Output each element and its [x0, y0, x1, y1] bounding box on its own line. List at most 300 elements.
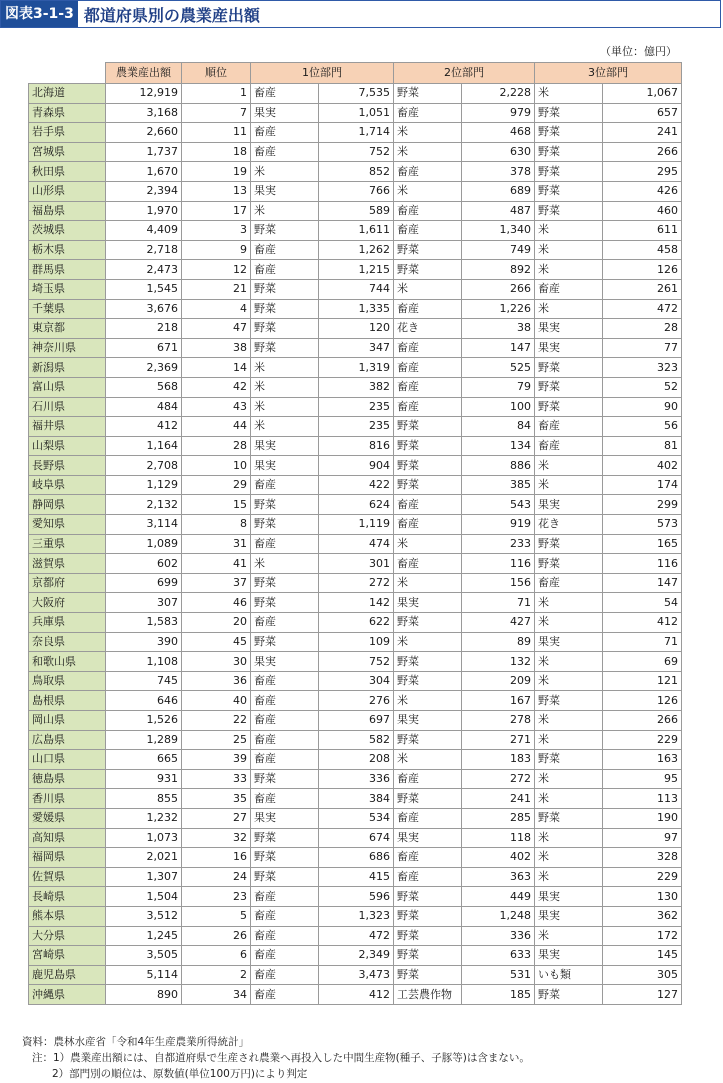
- table-row: [29, 260, 682, 280]
- first-value-cell: 301: [319, 554, 394, 574]
- first-sector-cell: 野菜: [251, 632, 319, 652]
- second-value-cell: 363: [462, 867, 535, 887]
- output-cell: 931: [106, 769, 182, 789]
- first-value-cell: 816: [319, 436, 394, 456]
- table-row: [29, 201, 682, 221]
- third-sector-cell: 野菜: [535, 534, 603, 554]
- second-sector-cell: 畜産: [394, 338, 462, 358]
- table-row: [29, 711, 682, 731]
- first-value-cell: 208: [319, 750, 394, 770]
- table-row: [29, 965, 682, 985]
- page-title: 都道府県別の農業産出額: [83, 5, 260, 25]
- third-value-cell: 52: [603, 377, 682, 397]
- rank-cell: 2: [182, 965, 251, 985]
- prefecture-cell: 徳島県: [29, 769, 106, 789]
- rank-cell: 35: [182, 789, 251, 809]
- second-sector-cell: 野菜: [394, 730, 462, 750]
- first-value-cell: 589: [319, 201, 394, 221]
- rank-cell: 17: [182, 201, 251, 221]
- third-sector-cell: 野菜: [535, 142, 603, 162]
- output-cell: 218: [106, 319, 182, 339]
- third-sector-cell: 米: [535, 769, 603, 789]
- output-cell: 1,245: [106, 926, 182, 946]
- third-sector-cell: 米: [535, 867, 603, 887]
- header-output: 農業産出額: [106, 63, 182, 84]
- third-value-cell: 190: [603, 808, 682, 828]
- third-value-cell: 229: [603, 867, 682, 887]
- table-row: [29, 789, 682, 809]
- table-row: [29, 377, 682, 397]
- third-value-cell: 295: [603, 162, 682, 182]
- second-value-cell: 449: [462, 887, 535, 907]
- first-value-cell: 1,319: [319, 358, 394, 378]
- table-row: [29, 906, 682, 926]
- rank-cell: 38: [182, 338, 251, 358]
- table-row: [29, 103, 682, 123]
- table-row: [29, 867, 682, 887]
- output-cell: 1,670: [106, 162, 182, 182]
- first-sector-cell: 畜産: [251, 985, 319, 1005]
- prefecture-cell: 兵庫県: [29, 613, 106, 633]
- third-sector-cell: 畜産: [535, 573, 603, 593]
- first-value-cell: 276: [319, 691, 394, 711]
- second-sector-cell: 畜産: [394, 103, 462, 123]
- third-value-cell: 458: [603, 240, 682, 260]
- table-row: [29, 828, 682, 848]
- second-sector-cell: 米: [394, 181, 462, 201]
- second-sector-cell: 野菜: [394, 926, 462, 946]
- first-value-cell: 304: [319, 671, 394, 691]
- third-sector-cell: 米: [535, 671, 603, 691]
- third-value-cell: 460: [603, 201, 682, 221]
- first-value-cell: 904: [319, 456, 394, 476]
- first-sector-cell: 野菜: [251, 867, 319, 887]
- third-value-cell: 71: [603, 632, 682, 652]
- second-sector-cell: 米: [394, 573, 462, 593]
- first-sector-cell: 果実: [251, 456, 319, 476]
- first-value-cell: 1,119: [319, 515, 394, 535]
- output-cell: 3,512: [106, 906, 182, 926]
- second-value-cell: 468: [462, 123, 535, 143]
- table-row: [29, 750, 682, 770]
- second-sector-cell: 野菜: [394, 789, 462, 809]
- prefecture-cell: 宮城県: [29, 142, 106, 162]
- third-sector-cell: 米: [535, 240, 603, 260]
- first-sector-cell: 畜産: [251, 84, 319, 104]
- second-value-cell: 167: [462, 691, 535, 711]
- prefecture-cell: 富山県: [29, 377, 106, 397]
- third-value-cell: 90: [603, 397, 682, 417]
- third-value-cell: 97: [603, 828, 682, 848]
- output-cell: 2,021: [106, 848, 182, 868]
- second-sector-cell: 野菜: [394, 240, 462, 260]
- prefecture-cell: 長野県: [29, 456, 106, 476]
- second-value-cell: 272: [462, 769, 535, 789]
- prefecture-cell: 滋賀県: [29, 554, 106, 574]
- second-sector-cell: 野菜: [394, 475, 462, 495]
- source-note: 資料：農林水産省「令和4年生産農業所得統計」: [22, 1036, 250, 1048]
- second-value-cell: 118: [462, 828, 535, 848]
- second-value-cell: 89: [462, 632, 535, 652]
- prefecture-cell: 大阪府: [29, 593, 106, 613]
- second-sector-cell: 畜産: [394, 867, 462, 887]
- second-sector-cell: 米: [394, 632, 462, 652]
- second-value-cell: 183: [462, 750, 535, 770]
- third-sector-cell: 米: [535, 475, 603, 495]
- second-sector-cell: 野菜: [394, 456, 462, 476]
- table-row: [29, 613, 682, 633]
- first-sector-cell: 畜産: [251, 123, 319, 143]
- second-value-cell: 156: [462, 573, 535, 593]
- output-cell: 665: [106, 750, 182, 770]
- second-sector-cell: 野菜: [394, 671, 462, 691]
- third-sector-cell: 野菜: [535, 103, 603, 123]
- second-value-cell: 531: [462, 965, 535, 985]
- table-row: [29, 181, 682, 201]
- first-sector-cell: 野菜: [251, 495, 319, 515]
- first-sector-cell: 野菜: [251, 573, 319, 593]
- prefecture-cell: 京都府: [29, 573, 106, 593]
- second-sector-cell: 花き: [394, 319, 462, 339]
- first-sector-cell: 畜産: [251, 691, 319, 711]
- first-sector-cell: 畜産: [251, 142, 319, 162]
- second-sector-cell: 米: [394, 123, 462, 143]
- third-value-cell: 145: [603, 946, 682, 966]
- first-value-cell: 415: [319, 867, 394, 887]
- first-sector-cell: 畜産: [251, 260, 319, 280]
- third-value-cell: 28: [603, 319, 682, 339]
- prefecture-cell: 鹿児島県: [29, 965, 106, 985]
- title-bar: [0, 0, 721, 28]
- first-value-cell: 272: [319, 573, 394, 593]
- first-sector-cell: 畜産: [251, 613, 319, 633]
- second-value-cell: 427: [462, 613, 535, 633]
- second-sector-cell: 野菜: [394, 260, 462, 280]
- first-value-cell: 752: [319, 142, 394, 162]
- first-sector-cell: 畜産: [251, 926, 319, 946]
- rank-cell: 5: [182, 906, 251, 926]
- third-value-cell: 266: [603, 142, 682, 162]
- table-row: [29, 142, 682, 162]
- first-sector-cell: 野菜: [251, 279, 319, 299]
- prefecture-cell: 香川県: [29, 789, 106, 809]
- second-sector-cell: 畜産: [394, 201, 462, 221]
- prefecture-output-table: [28, 62, 682, 1005]
- second-value-cell: 132: [462, 652, 535, 672]
- prefecture-cell: 愛知県: [29, 515, 106, 535]
- header-rank: 順位: [182, 63, 251, 84]
- output-cell: 671: [106, 338, 182, 358]
- table-row: [29, 84, 682, 104]
- first-value-cell: 766: [319, 181, 394, 201]
- rank-cell: 8: [182, 515, 251, 535]
- prefecture-cell: 奈良県: [29, 632, 106, 652]
- second-sector-cell: 米: [394, 691, 462, 711]
- third-sector-cell: 米: [535, 299, 603, 319]
- third-sector-cell: 米: [535, 828, 603, 848]
- rank-cell: 40: [182, 691, 251, 711]
- first-value-cell: 109: [319, 632, 394, 652]
- table-row: [29, 240, 682, 260]
- first-value-cell: 1,215: [319, 260, 394, 280]
- header-second-sector: 2位部門: [394, 63, 535, 84]
- second-sector-cell: 畜産: [394, 769, 462, 789]
- first-sector-cell: 果実: [251, 808, 319, 828]
- third-sector-cell: 野菜: [535, 358, 603, 378]
- first-value-cell: 624: [319, 495, 394, 515]
- rank-cell: 1: [182, 84, 251, 104]
- rank-cell: 42: [182, 377, 251, 397]
- third-value-cell: 266: [603, 711, 682, 731]
- second-value-cell: 134: [462, 436, 535, 456]
- second-value-cell: 116: [462, 554, 535, 574]
- second-value-cell: 79: [462, 377, 535, 397]
- rank-cell: 23: [182, 887, 251, 907]
- header-first-sector: 1位部門: [251, 63, 394, 84]
- rank-cell: 9: [182, 240, 251, 260]
- first-value-cell: 622: [319, 613, 394, 633]
- second-sector-cell: 米: [394, 142, 462, 162]
- second-sector-cell: 野菜: [394, 84, 462, 104]
- rank-cell: 12: [182, 260, 251, 280]
- rank-cell: 39: [182, 750, 251, 770]
- third-sector-cell: 野菜: [535, 808, 603, 828]
- second-sector-cell: 野菜: [394, 652, 462, 672]
- first-value-cell: 347: [319, 338, 394, 358]
- rank-cell: 7: [182, 103, 251, 123]
- first-sector-cell: 畜産: [251, 789, 319, 809]
- first-value-cell: 142: [319, 593, 394, 613]
- prefecture-cell: 福井県: [29, 417, 106, 437]
- rank-cell: 24: [182, 867, 251, 887]
- third-sector-cell: 果実: [535, 338, 603, 358]
- prefecture-cell: 新潟県: [29, 358, 106, 378]
- first-value-cell: 384: [319, 789, 394, 809]
- first-sector-cell: 野菜: [251, 828, 319, 848]
- prefecture-cell: 岡山県: [29, 711, 106, 731]
- second-value-cell: 378: [462, 162, 535, 182]
- third-sector-cell: 畜産: [535, 436, 603, 456]
- prefecture-cell: 沖縄県: [29, 985, 106, 1005]
- table-row: [29, 730, 682, 750]
- output-cell: 12,919: [106, 84, 182, 104]
- rank-cell: 26: [182, 926, 251, 946]
- prefecture-cell: 岐阜県: [29, 475, 106, 495]
- first-sector-cell: 果実: [251, 103, 319, 123]
- prefecture-cell: 静岡県: [29, 495, 106, 515]
- table-row: [29, 456, 682, 476]
- second-value-cell: 487: [462, 201, 535, 221]
- third-value-cell: 126: [603, 691, 682, 711]
- second-value-cell: 689: [462, 181, 535, 201]
- first-sector-cell: 畜産: [251, 887, 319, 907]
- prefecture-cell: 福岡県: [29, 848, 106, 868]
- second-value-cell: 71: [462, 593, 535, 613]
- third-value-cell: 95: [603, 769, 682, 789]
- third-sector-cell: 野菜: [535, 691, 603, 711]
- third-sector-cell: 米: [535, 652, 603, 672]
- first-sector-cell: 畜産: [251, 534, 319, 554]
- first-value-cell: 1,335: [319, 299, 394, 319]
- output-cell: 1,164: [106, 436, 182, 456]
- first-value-cell: 1,323: [319, 906, 394, 926]
- second-value-cell: 147: [462, 338, 535, 358]
- second-sector-cell: 野菜: [394, 417, 462, 437]
- output-cell: 307: [106, 593, 182, 613]
- prefecture-cell: 栃木県: [29, 240, 106, 260]
- output-cell: 1,289: [106, 730, 182, 750]
- output-cell: 4,409: [106, 221, 182, 241]
- rank-cell: 37: [182, 573, 251, 593]
- first-value-cell: 1,051: [319, 103, 394, 123]
- table-row: [29, 475, 682, 495]
- second-value-cell: 336: [462, 926, 535, 946]
- second-value-cell: 633: [462, 946, 535, 966]
- second-value-cell: 266: [462, 279, 535, 299]
- first-sector-cell: 野菜: [251, 299, 319, 319]
- second-value-cell: 285: [462, 808, 535, 828]
- third-sector-cell: 野菜: [535, 201, 603, 221]
- third-sector-cell: 畜産: [535, 417, 603, 437]
- second-value-cell: 385: [462, 475, 535, 495]
- output-cell: 2,369: [106, 358, 182, 378]
- second-value-cell: 919: [462, 515, 535, 535]
- second-sector-cell: 米: [394, 534, 462, 554]
- rank-cell: 45: [182, 632, 251, 652]
- first-value-cell: 752: [319, 652, 394, 672]
- third-value-cell: 172: [603, 926, 682, 946]
- prefecture-cell: 山口県: [29, 750, 106, 770]
- prefecture-cell: 岩手県: [29, 123, 106, 143]
- output-cell: 1,545: [106, 279, 182, 299]
- output-cell: 1,583: [106, 613, 182, 633]
- output-cell: 568: [106, 377, 182, 397]
- second-value-cell: 886: [462, 456, 535, 476]
- first-sector-cell: 米: [251, 397, 319, 417]
- rank-cell: 31: [182, 534, 251, 554]
- output-cell: 412: [106, 417, 182, 437]
- prefecture-cell: 長崎県: [29, 887, 106, 907]
- output-cell: 1,970: [106, 201, 182, 221]
- first-sector-cell: 畜産: [251, 730, 319, 750]
- prefecture-cell: 山梨県: [29, 436, 106, 456]
- second-sector-cell: 畜産: [394, 299, 462, 319]
- rank-cell: 3: [182, 221, 251, 241]
- third-sector-cell: 米: [535, 593, 603, 613]
- rank-cell: 46: [182, 593, 251, 613]
- first-sector-cell: 果実: [251, 652, 319, 672]
- second-sector-cell: 畜産: [394, 221, 462, 241]
- table-row: [29, 397, 682, 417]
- output-cell: 855: [106, 789, 182, 809]
- third-sector-cell: 野菜: [535, 554, 603, 574]
- second-value-cell: 1,226: [462, 299, 535, 319]
- first-value-cell: 697: [319, 711, 394, 731]
- second-sector-cell: 米: [394, 750, 462, 770]
- prefecture-cell: 佐賀県: [29, 867, 106, 887]
- first-value-cell: 422: [319, 475, 394, 495]
- prefecture-cell: 熊本県: [29, 906, 106, 926]
- output-cell: 1,129: [106, 475, 182, 495]
- third-value-cell: 305: [603, 965, 682, 985]
- rank-cell: 36: [182, 671, 251, 691]
- prefecture-cell: 広島県: [29, 730, 106, 750]
- third-value-cell: 126: [603, 260, 682, 280]
- output-cell: 484: [106, 397, 182, 417]
- second-value-cell: 241: [462, 789, 535, 809]
- table-row: [29, 671, 682, 691]
- table-row: [29, 554, 682, 574]
- first-value-cell: 336: [319, 769, 394, 789]
- table-row: [29, 691, 682, 711]
- second-value-cell: 84: [462, 417, 535, 437]
- prefecture-cell: 石川県: [29, 397, 106, 417]
- table-row: [29, 162, 682, 182]
- third-value-cell: 121: [603, 671, 682, 691]
- rank-cell: 47: [182, 319, 251, 339]
- rank-cell: 6: [182, 946, 251, 966]
- first-sector-cell: 米: [251, 358, 319, 378]
- second-sector-cell: 野菜: [394, 613, 462, 633]
- second-value-cell: 209: [462, 671, 535, 691]
- rank-cell: 27: [182, 808, 251, 828]
- output-cell: 3,676: [106, 299, 182, 319]
- third-sector-cell: 米: [535, 260, 603, 280]
- unit-label: （単位：億円）: [600, 45, 677, 58]
- second-value-cell: 892: [462, 260, 535, 280]
- third-value-cell: 77: [603, 338, 682, 358]
- second-sector-cell: 畜産: [394, 358, 462, 378]
- third-value-cell: 113: [603, 789, 682, 809]
- table-row: [29, 221, 682, 241]
- table-row: [29, 573, 682, 593]
- third-sector-cell: 畜産: [535, 279, 603, 299]
- third-value-cell: 163: [603, 750, 682, 770]
- table-row: [29, 848, 682, 868]
- first-sector-cell: 畜産: [251, 475, 319, 495]
- first-sector-cell: 米: [251, 417, 319, 437]
- first-value-cell: 582: [319, 730, 394, 750]
- rank-cell: 18: [182, 142, 251, 162]
- rank-cell: 41: [182, 554, 251, 574]
- third-value-cell: 81: [603, 436, 682, 456]
- first-value-cell: 1,714: [319, 123, 394, 143]
- third-value-cell: 472: [603, 299, 682, 319]
- third-value-cell: 56: [603, 417, 682, 437]
- first-sector-cell: 畜産: [251, 240, 319, 260]
- third-value-cell: 130: [603, 887, 682, 907]
- rank-cell: 29: [182, 475, 251, 495]
- header-third-sector: 3位部門: [535, 63, 682, 84]
- rank-cell: 25: [182, 730, 251, 750]
- first-sector-cell: 畜産: [251, 965, 319, 985]
- output-cell: 2,132: [106, 495, 182, 515]
- table-row: [29, 436, 682, 456]
- third-value-cell: 426: [603, 181, 682, 201]
- second-value-cell: 402: [462, 848, 535, 868]
- first-sector-cell: 米: [251, 377, 319, 397]
- third-sector-cell: 果実: [535, 495, 603, 515]
- third-value-cell: 261: [603, 279, 682, 299]
- figure-label: 図表3-1-3: [1, 1, 78, 27]
- prefecture-cell: 神奈川県: [29, 338, 106, 358]
- first-sector-cell: 米: [251, 201, 319, 221]
- first-value-cell: 1,262: [319, 240, 394, 260]
- second-sector-cell: 野菜: [394, 946, 462, 966]
- second-sector-cell: 米: [394, 279, 462, 299]
- third-value-cell: 657: [603, 103, 682, 123]
- table-row: [29, 123, 682, 143]
